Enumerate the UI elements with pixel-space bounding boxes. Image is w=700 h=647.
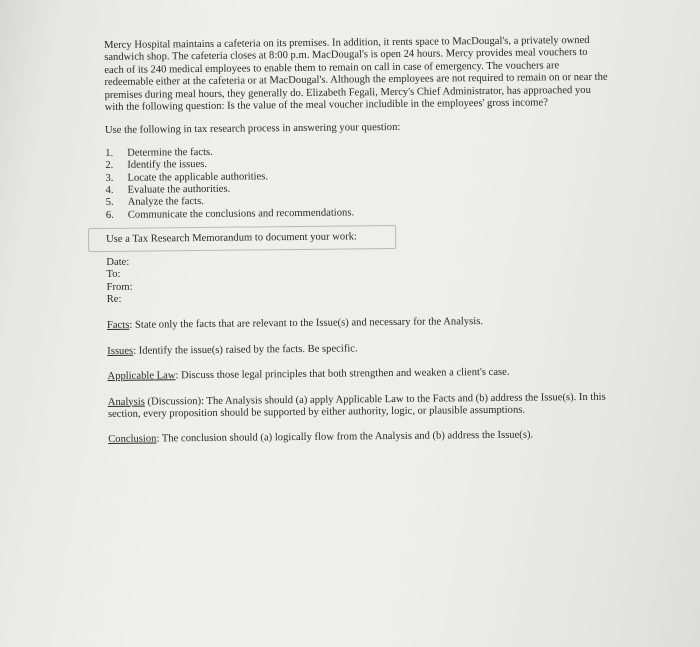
issues-heading: Issues: [107, 345, 134, 357]
list-item: 6. Communicate the conclusions and recommendations.: [105, 207, 355, 221]
process-intro: Use the following in tax research process in answering your question:: [104, 122, 401, 137]
memo-date-label: Date:: [106, 256, 130, 268]
memo-instruction-box: [106, 229, 611, 247]
list-item: 5. Analyze the facts.: [105, 196, 204, 209]
memo-instruction: Use a Tax Research Memorandum to document your work:: [106, 231, 358, 246]
document-content: [104, 35, 613, 460]
highlight-bracket: [88, 225, 396, 252]
case-description: Mercy Hospital maintains a cafeteria on its premises. In addition, it rents space to MacDougal's, a privately owned sandwich shop. The cafeteria closes at 8:00 p.m. MacDougal's is open 24 hours. Mercy provides meal vouchers to each of its 240 medical employees to enable them to remain on call in case of emergency. The vouchers are redeemable either at the cafeteria or at MacDougal's. Although the employees are not required to remain on or near the premises during meal hours, they generally do. Elizabeth Fegali, Mercy's Chief Administrator, has approached you with the following question: Is the value of the meal voucher includible in the employees' gross income?: [104, 34, 608, 114]
issues-section: Issues: Identify the issue(s) raised by the facts. Be specific.: [107, 343, 358, 357]
facts-heading: Facts: [106, 320, 130, 332]
list-item: 2. Identify the issues.: [105, 159, 208, 172]
applicable-law-heading: Applicable Law: [107, 370, 176, 383]
memo-header-fields: [106, 251, 611, 306]
list-item: 1. Determine the facts.: [105, 146, 213, 159]
memo-re-label: Re:: [106, 293, 122, 305]
process-steps-list: [105, 143, 611, 223]
analysis-section: Analysis (Discussion): The Analysis should (a) apply Applicable Law to the Facts and (b) address the Issue(s). In this section, every proposition should be supported by either authority, logic, or plausible assumptions.: [107, 391, 606, 420]
list-item: 4. Evaluate the authorities.: [105, 183, 231, 197]
applicable-law-section: Applicable Law: Discuss those legal principles that both strengthen and weaken a client's case.: [107, 366, 510, 383]
analysis-heading: Analysis: [107, 396, 145, 408]
list-item: 3. Locate the applicable authorities.: [105, 170, 269, 184]
facts-section: Facts: State only the facts that are relevant to the Issue(s) and necessary for the Analysis.: [106, 316, 484, 332]
memo-to-label: To:: [106, 268, 121, 281]
conclusion-section: Conclusion: The conclusion should (a) logically flow from the Analysis and (b) address the Issue(s).: [108, 429, 534, 446]
memo-from-label: From:: [106, 281, 133, 293]
conclusion-heading: Conclusion: [108, 433, 157, 446]
